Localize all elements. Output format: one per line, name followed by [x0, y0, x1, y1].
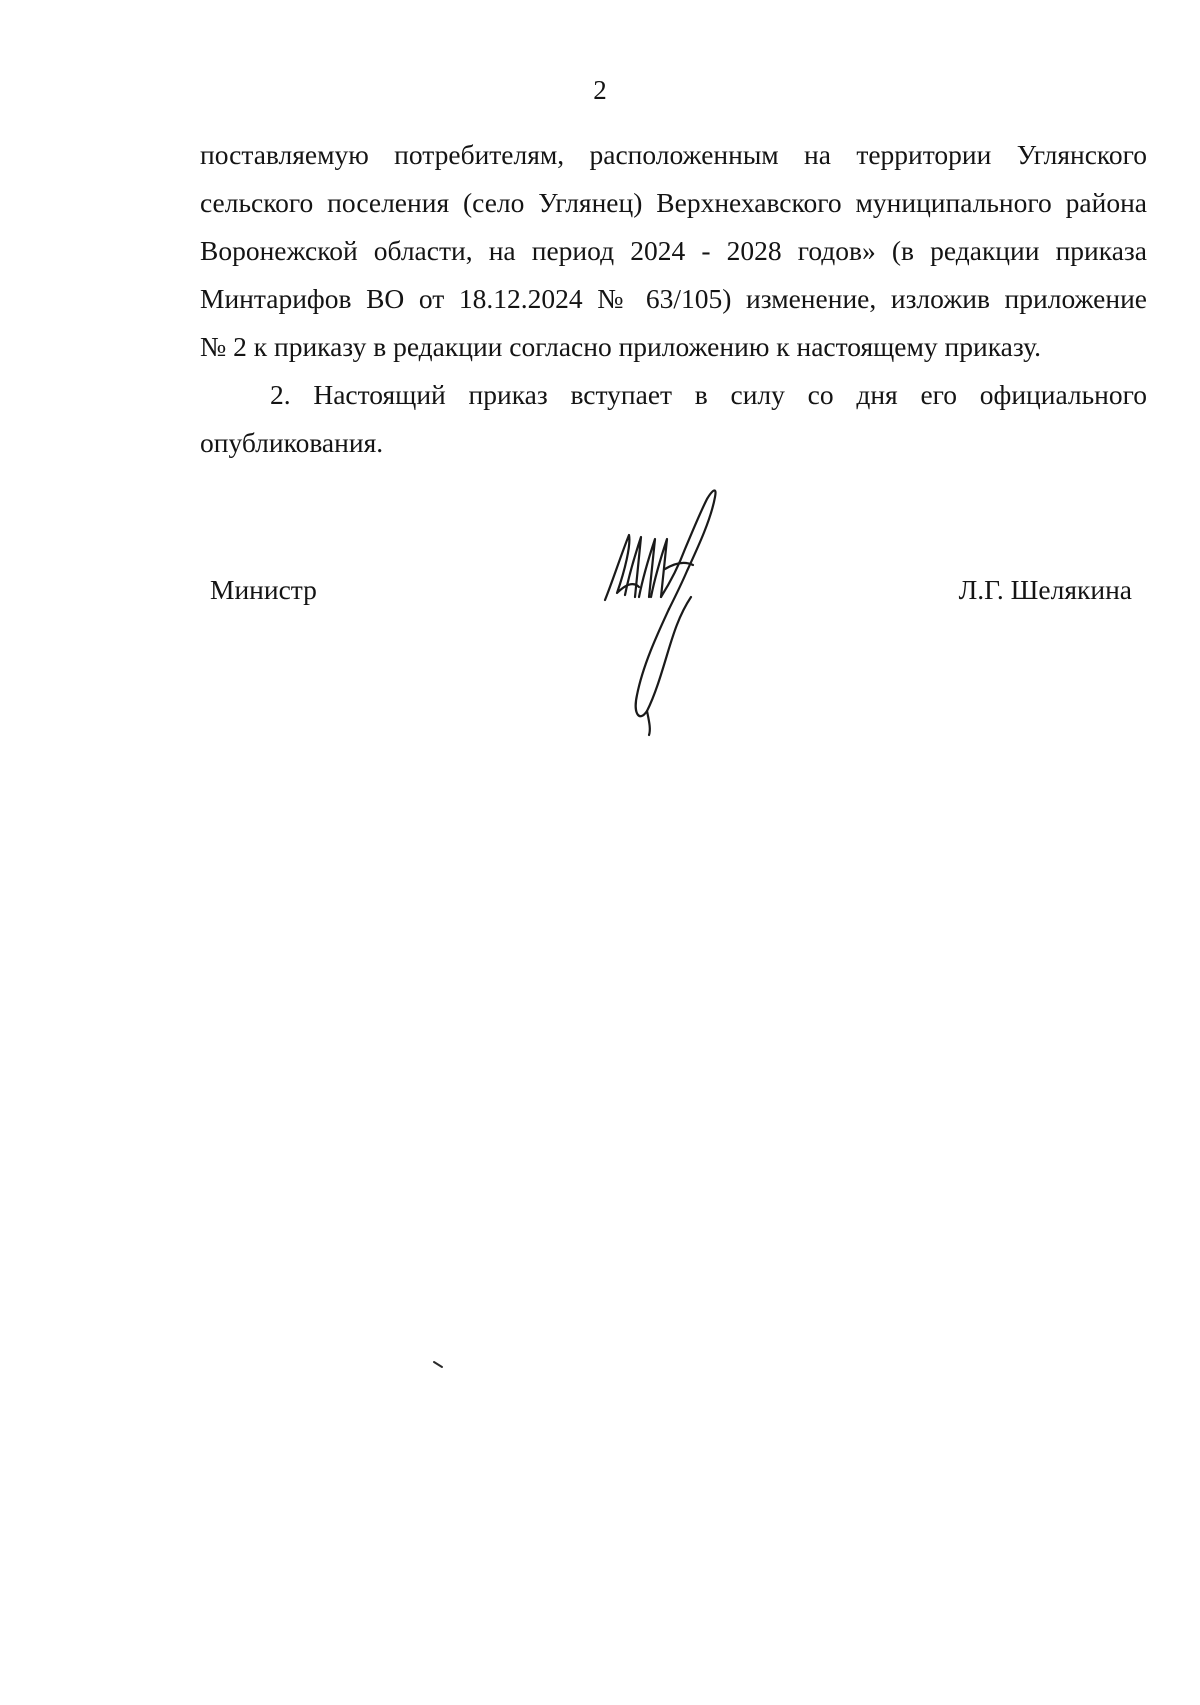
stray-mark: [432, 1360, 446, 1370]
text-line: № 2 к приказу в редакции согласно приложению к настоящему приказу.: [200, 331, 1042, 362]
text-line: поставляемую потребителям, расположенным на территории Углянского: [200, 139, 1147, 170]
document-body: [200, 131, 1147, 467]
paragraph-continuation: [200, 131, 1147, 371]
page-number: 2: [593, 75, 607, 105]
text-line: Воронежской области, на период 2024 - 2028 годов» (в редакции приказа: [200, 235, 1147, 266]
text-line: 2. Настоящий приказ вступает в силу со дня его официального: [270, 379, 1147, 410]
handwritten-signature: [595, 485, 745, 740]
text-line: Минтарифов ВО от 18.12.2024 № 63/105) изменение, изложив приложение: [200, 283, 1147, 314]
signatory-name: Л.Г. Шелякина: [958, 574, 1132, 605]
text-line: опубликования.: [200, 427, 384, 458]
signatory-title: Министр: [210, 574, 317, 605]
text-line: сельского поселения (село Углянец) Верхнехавского муниципального района: [200, 187, 1147, 218]
paragraph-item-2: [200, 371, 1147, 467]
